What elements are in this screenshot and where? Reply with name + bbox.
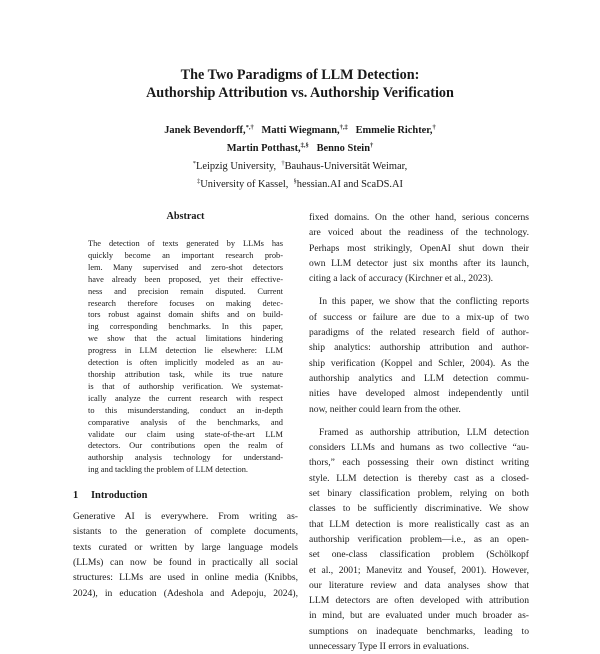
paragraph-gap: [309, 286, 529, 294]
author-name: Martin Potthast,: [226, 143, 301, 154]
abstract-line: validate our claim using state-of-the-art LLM: [88, 429, 283, 439]
title-line-2: Authorship Attribution vs. Authorship Verification: [146, 85, 454, 101]
intro-line: 2024), in education (Adeshola and Adepoju, 2024),: [73, 587, 298, 599]
author-name: Matti Wiegmann,: [261, 125, 340, 136]
affiliation: Leipzig University,: [196, 161, 277, 172]
text-line: In this paper, we show that the conflicting reports: [319, 296, 529, 308]
abstract-line: quickly become an important research prob-: [88, 250, 283, 260]
abstract-line: is that of authorship verification. We systemat-: [88, 381, 283, 391]
intro-line: sistants to the generation of complete documents,: [73, 526, 298, 538]
abstract-line: detection is often implicitly modeled as an au-: [88, 358, 283, 368]
paragraph: [309, 294, 529, 416]
intro-line: texts curated or written by large language models: [73, 541, 298, 553]
text-line: own LLM detector just six months after its launch,: [309, 257, 529, 269]
abstract-line: we show that the actual limitations hindering: [88, 334, 283, 344]
intro-line: (LLMs) can now be found in practically all social: [73, 557, 298, 569]
affiliations-line-2: [0, 174, 600, 192]
author-marks: *,†: [245, 124, 254, 131]
text-line: considers LLMs and humans as two collective “au-: [309, 442, 529, 454]
author-name: Emmelie Richter,: [355, 125, 433, 136]
author-marks: ‡,§: [300, 142, 309, 149]
abstract-line: have already been proposed, yet their effective-: [88, 274, 283, 284]
text-line: in mind, but are evaluated under much broader as-: [309, 610, 529, 622]
author-marks: †: [432, 124, 436, 131]
text-line: set binary classification problem, relying on both: [309, 488, 529, 500]
abstract-line: ically analyze the current research with respect: [88, 393, 283, 403]
text-line: unnecessary Type II errors in evaluations.: [309, 641, 470, 653]
abstract-line: to this misunderstanding, conduct an in-depth: [88, 405, 283, 415]
author-name: Janek Bevendorff,: [164, 125, 246, 136]
title-line-1: The Two Paradigms of LLM Detection:: [180, 67, 420, 83]
text-line: of success or failure are due to a mix-up of two: [309, 311, 529, 323]
abstract-line: lem. Many supervised and zero-shot detectors: [88, 262, 283, 272]
abstract-body: [73, 238, 283, 476]
text-line: sumptions on inadequate benchmarks, leading to: [309, 625, 529, 637]
text-line: authorship analytics and LLM detection commu-: [309, 372, 529, 384]
affiliation-mark: *: [192, 160, 197, 167]
abstract-line: detectors. Our contributions open the realm of: [88, 441, 283, 451]
affiliation-mark: ‡: [197, 178, 201, 185]
text-line: fixed domains. On the other hand, serious concerns: [309, 212, 529, 223]
text-line: thors,” each possessing their own distinct writing: [309, 457, 529, 469]
abstract-line: research therefore focuses on making detec-: [88, 298, 283, 308]
abstract-line: comparative analysis of the benchmarks, and: [88, 417, 283, 427]
affiliation: Bauhaus-Universität Weimar,: [284, 161, 408, 172]
text-line: our literature review and data analyses show that: [309, 579, 529, 591]
affiliation: hessian.AI and ScaDS.AI: [296, 179, 403, 190]
section-number: 1: [73, 490, 79, 502]
abstract-line: thorship attribution task, while its true nature: [88, 369, 283, 379]
text-line: ship verification (Koppel and Schler, 2004). As the: [309, 357, 529, 369]
text-line: et al., 2001; Manevitz and Yousef, 2001). However,: [309, 564, 529, 576]
text-line: set one-class classification problem (Schölkopf: [309, 549, 529, 561]
authors-line-1: [0, 120, 600, 138]
right-column: [309, 210, 529, 654]
abstract-line: ing corresponding benchmarks. In this paper,: [88, 322, 283, 332]
paragraph: [309, 425, 529, 654]
text-line: are voiced about the readiness of the technology.: [309, 227, 529, 239]
left-column: [73, 210, 298, 601]
text-line: nities have developed almost independently until: [309, 388, 529, 400]
paragraph: [309, 210, 529, 286]
text-line: classes to be sufficiently discriminative. We show: [309, 503, 529, 515]
author-block: [0, 120, 600, 192]
text-line: Framed as authorship attribution, LLM detection: [319, 426, 529, 438]
intro-line: Generative AI is everywhere. From writing as-: [73, 511, 298, 523]
text-line: style. LLM detection is thereby cast as a closed-: [309, 472, 529, 484]
affiliation-mark: †: [281, 160, 285, 167]
text-line: that LLM detection is more realistically cast as an: [309, 518, 529, 530]
authors-line-2: [0, 138, 600, 156]
affiliations-line-1: [0, 156, 600, 174]
section-title: Introduction: [91, 490, 148, 502]
abstract-line: tors robust against domain shifts and on build-: [88, 310, 283, 320]
text-line: citing a lack of accuracy (Kirchner et al., 2023).: [309, 273, 494, 285]
text-line: now, neither could learn from the other.: [309, 403, 461, 415]
text-line: Perhaps most strikingly, OpenAI shut down their: [309, 242, 529, 254]
author-marks: †: [369, 142, 374, 149]
affiliation-mark: §: [293, 178, 297, 185]
text-line: paradigms of the related research field of author-: [309, 327, 529, 339]
paper-title: [0, 66, 600, 102]
text-line: authorship verification problem—i.e., as an open-: [309, 533, 529, 545]
intro-body: [73, 509, 298, 601]
paragraph-gap: [309, 417, 529, 425]
abstract-heading: Abstract: [166, 211, 205, 222]
abstract-line: ness and precision remain disputed. Current: [88, 286, 283, 296]
intro-line: structures: LLMs are used in online media (Knibbs,: [73, 572, 298, 584]
author-marks: †,‡: [339, 124, 348, 131]
affiliation: University of Kassel,: [200, 179, 289, 190]
abstract-line: authorship analysis technology for understand-: [88, 453, 283, 463]
text-line: ship analytics: authorship attribution and author-: [309, 342, 529, 354]
author-name: Benno Stein: [316, 143, 370, 154]
abstract-line: The detection of texts generated by LLMs has: [88, 239, 283, 248]
text-line: LLM detectors are often developed with attribution: [309, 595, 529, 607]
abstract-line: ing and tackling the problem of LLM detection.: [88, 465, 249, 475]
abstract-line: progress in LLM detection lie elsewhere: LLM: [88, 346, 283, 356]
section-heading: [73, 488, 298, 503]
